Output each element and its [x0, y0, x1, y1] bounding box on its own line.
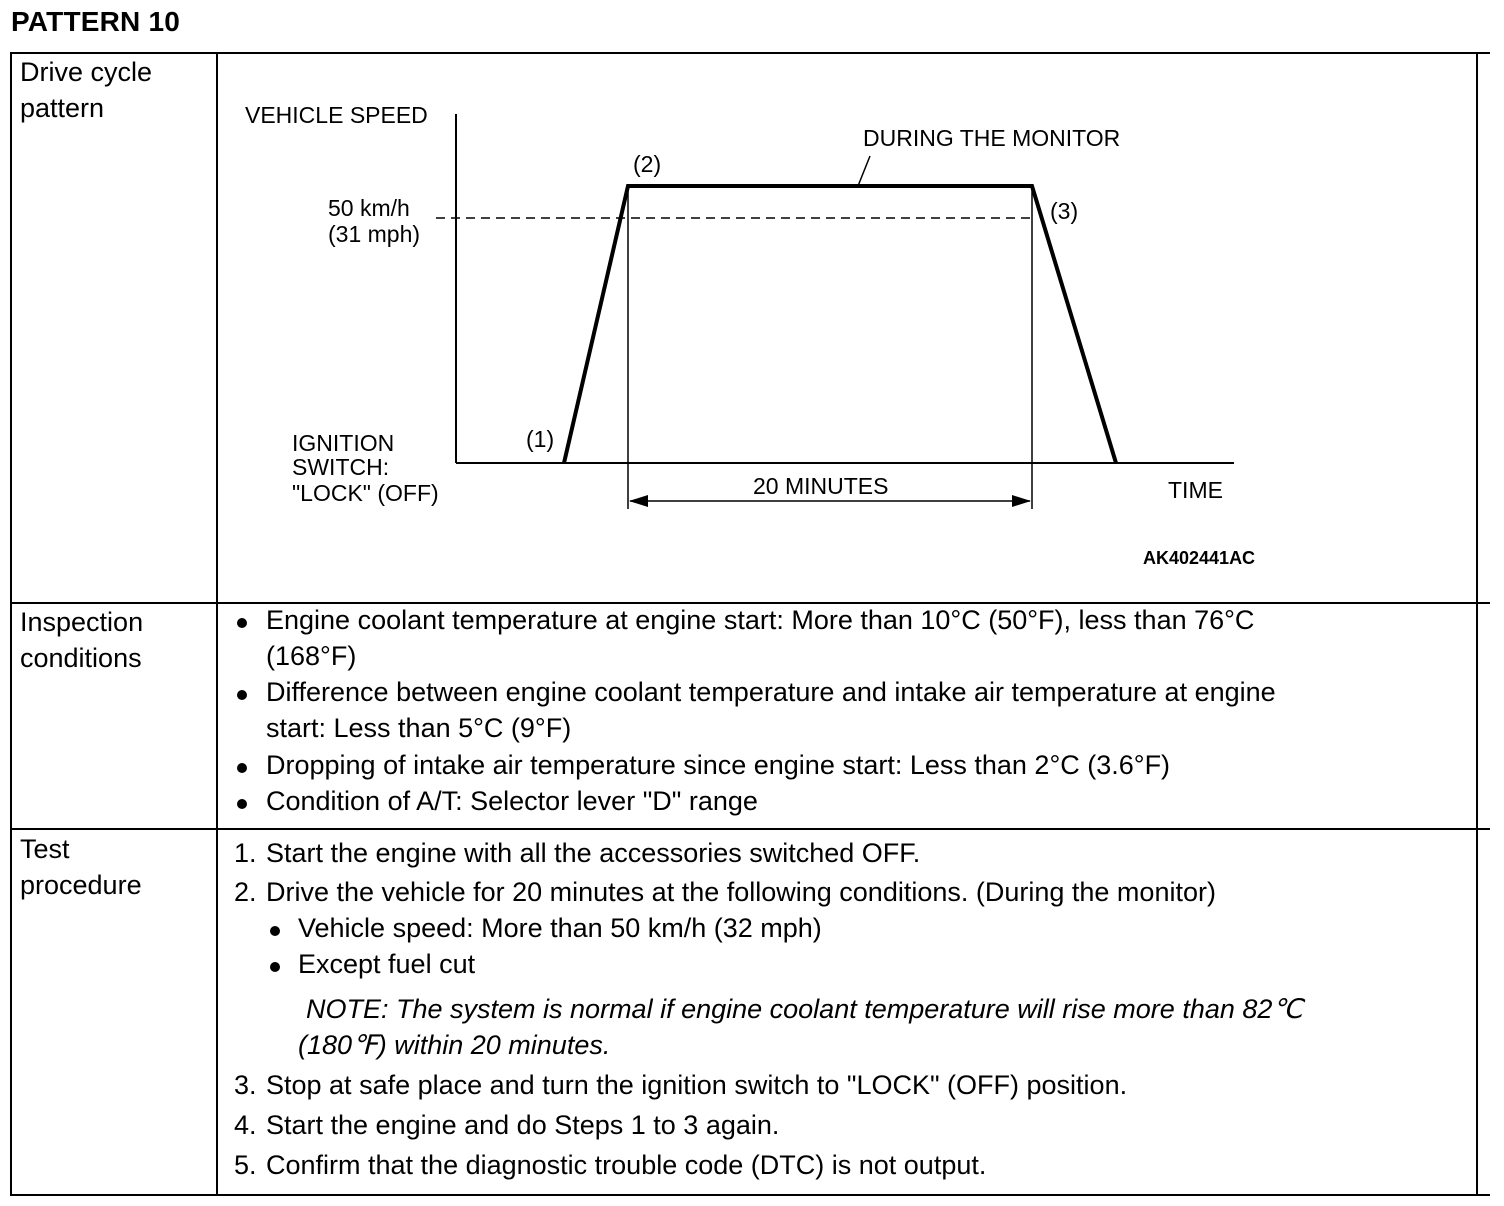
step-3: Stop at safe place and turn the ignition switch to "LOCK" (OFF) position. — [266, 1070, 1128, 1100]
bullet-icon — [237, 618, 247, 628]
step-number: 4. — [234, 1110, 257, 1140]
table-border-left — [10, 52, 12, 1196]
monitor-leader-line — [858, 156, 870, 186]
label-line: pattern — [20, 93, 105, 123]
label-line: Inspection — [20, 607, 144, 637]
x-axis-label: TIME — [1168, 477, 1223, 503]
step-number: 1. — [234, 838, 257, 868]
step-number: 5. — [234, 1150, 257, 1180]
bullet-icon — [237, 763, 247, 773]
condition-item: Difference between engine coolant temperature and intake air temperature at engine — [266, 677, 1276, 707]
ignition-label: IGNITION — [292, 430, 395, 456]
step-number: 2. — [234, 877, 257, 907]
speed-label: 50 km/h — [328, 195, 410, 221]
point-3-label: (3) — [1050, 198, 1079, 224]
duration-label: 20 MINUTES — [753, 473, 889, 499]
note-text-cont: (180℉) within 20 minutes. — [298, 1030, 611, 1060]
table-border-right — [1476, 52, 1478, 1196]
ignition-label: SWITCH: — [292, 454, 390, 480]
condition-item-cont: start: Less than 5°C (9°F) — [266, 713, 572, 743]
point-1-label: (1) — [526, 426, 555, 452]
page-title: PATTERN 10 — [11, 6, 180, 37]
test-procedure-label — [20, 831, 215, 903]
sub-item: Except fuel cut — [298, 949, 476, 979]
figure-id: AK402441AC — [1143, 548, 1256, 568]
table-border-bottom — [10, 1194, 1490, 1196]
point-2-label: (2) — [633, 151, 662, 177]
speed-label-mph: (31 mph) — [328, 221, 421, 247]
speed-profile-line — [564, 186, 1116, 463]
bullet-icon — [270, 926, 280, 936]
y-axis-label: VEHICLE SPEED — [245, 102, 428, 128]
arrow-head-right — [1012, 495, 1031, 507]
step-5: Confirm that the diagnostic trouble code (DTC) is not output. — [266, 1150, 987, 1180]
step-number: 3. — [234, 1070, 257, 1100]
inspection-label — [20, 604, 215, 676]
label-line: Drive cycle — [20, 57, 153, 87]
label-line: conditions — [20, 643, 142, 673]
monitor-label: DURING THE MONITOR — [863, 125, 1121, 151]
label-line: procedure — [20, 870, 142, 900]
label-line: Test — [20, 834, 70, 864]
condition-item: Engine coolant temperature at engine start: More than 10°C (50°F), less than 76°C — [266, 605, 1255, 635]
condition-item: Condition of A/T: Selector lever "D" range — [266, 786, 758, 816]
step-1: Start the engine with all the accessories switched OFF. — [266, 838, 921, 868]
step-4: Start the engine and do Steps 1 to 3 again. — [266, 1110, 780, 1140]
bullet-icon — [237, 799, 247, 809]
step-2: Drive the vehicle for 20 minutes at the following conditions. (During the monitor) — [266, 877, 1216, 907]
drive-cycle-label — [20, 54, 215, 126]
row-divider — [10, 828, 1490, 830]
pattern-table — [10, 52, 1490, 1198]
sub-item: Vehicle speed: More than 50 km/h (32 mph) — [298, 913, 822, 943]
bullet-icon — [237, 690, 247, 700]
drive-cycle-diagram — [218, 54, 1476, 602]
note-text: NOTE: The system is normal if engine coolant temperature will rise more than 82℃ — [306, 994, 1303, 1024]
condition-item-cont: (168°F) — [266, 641, 357, 671]
arrow-head-left — [629, 495, 648, 507]
condition-item: Dropping of intake air temperature since engine start: Less than 2°C (3.6°F) — [266, 750, 1171, 780]
ignition-label: "LOCK" (OFF) — [292, 480, 439, 506]
bullet-icon — [270, 962, 280, 972]
row-divider — [10, 602, 1490, 604]
